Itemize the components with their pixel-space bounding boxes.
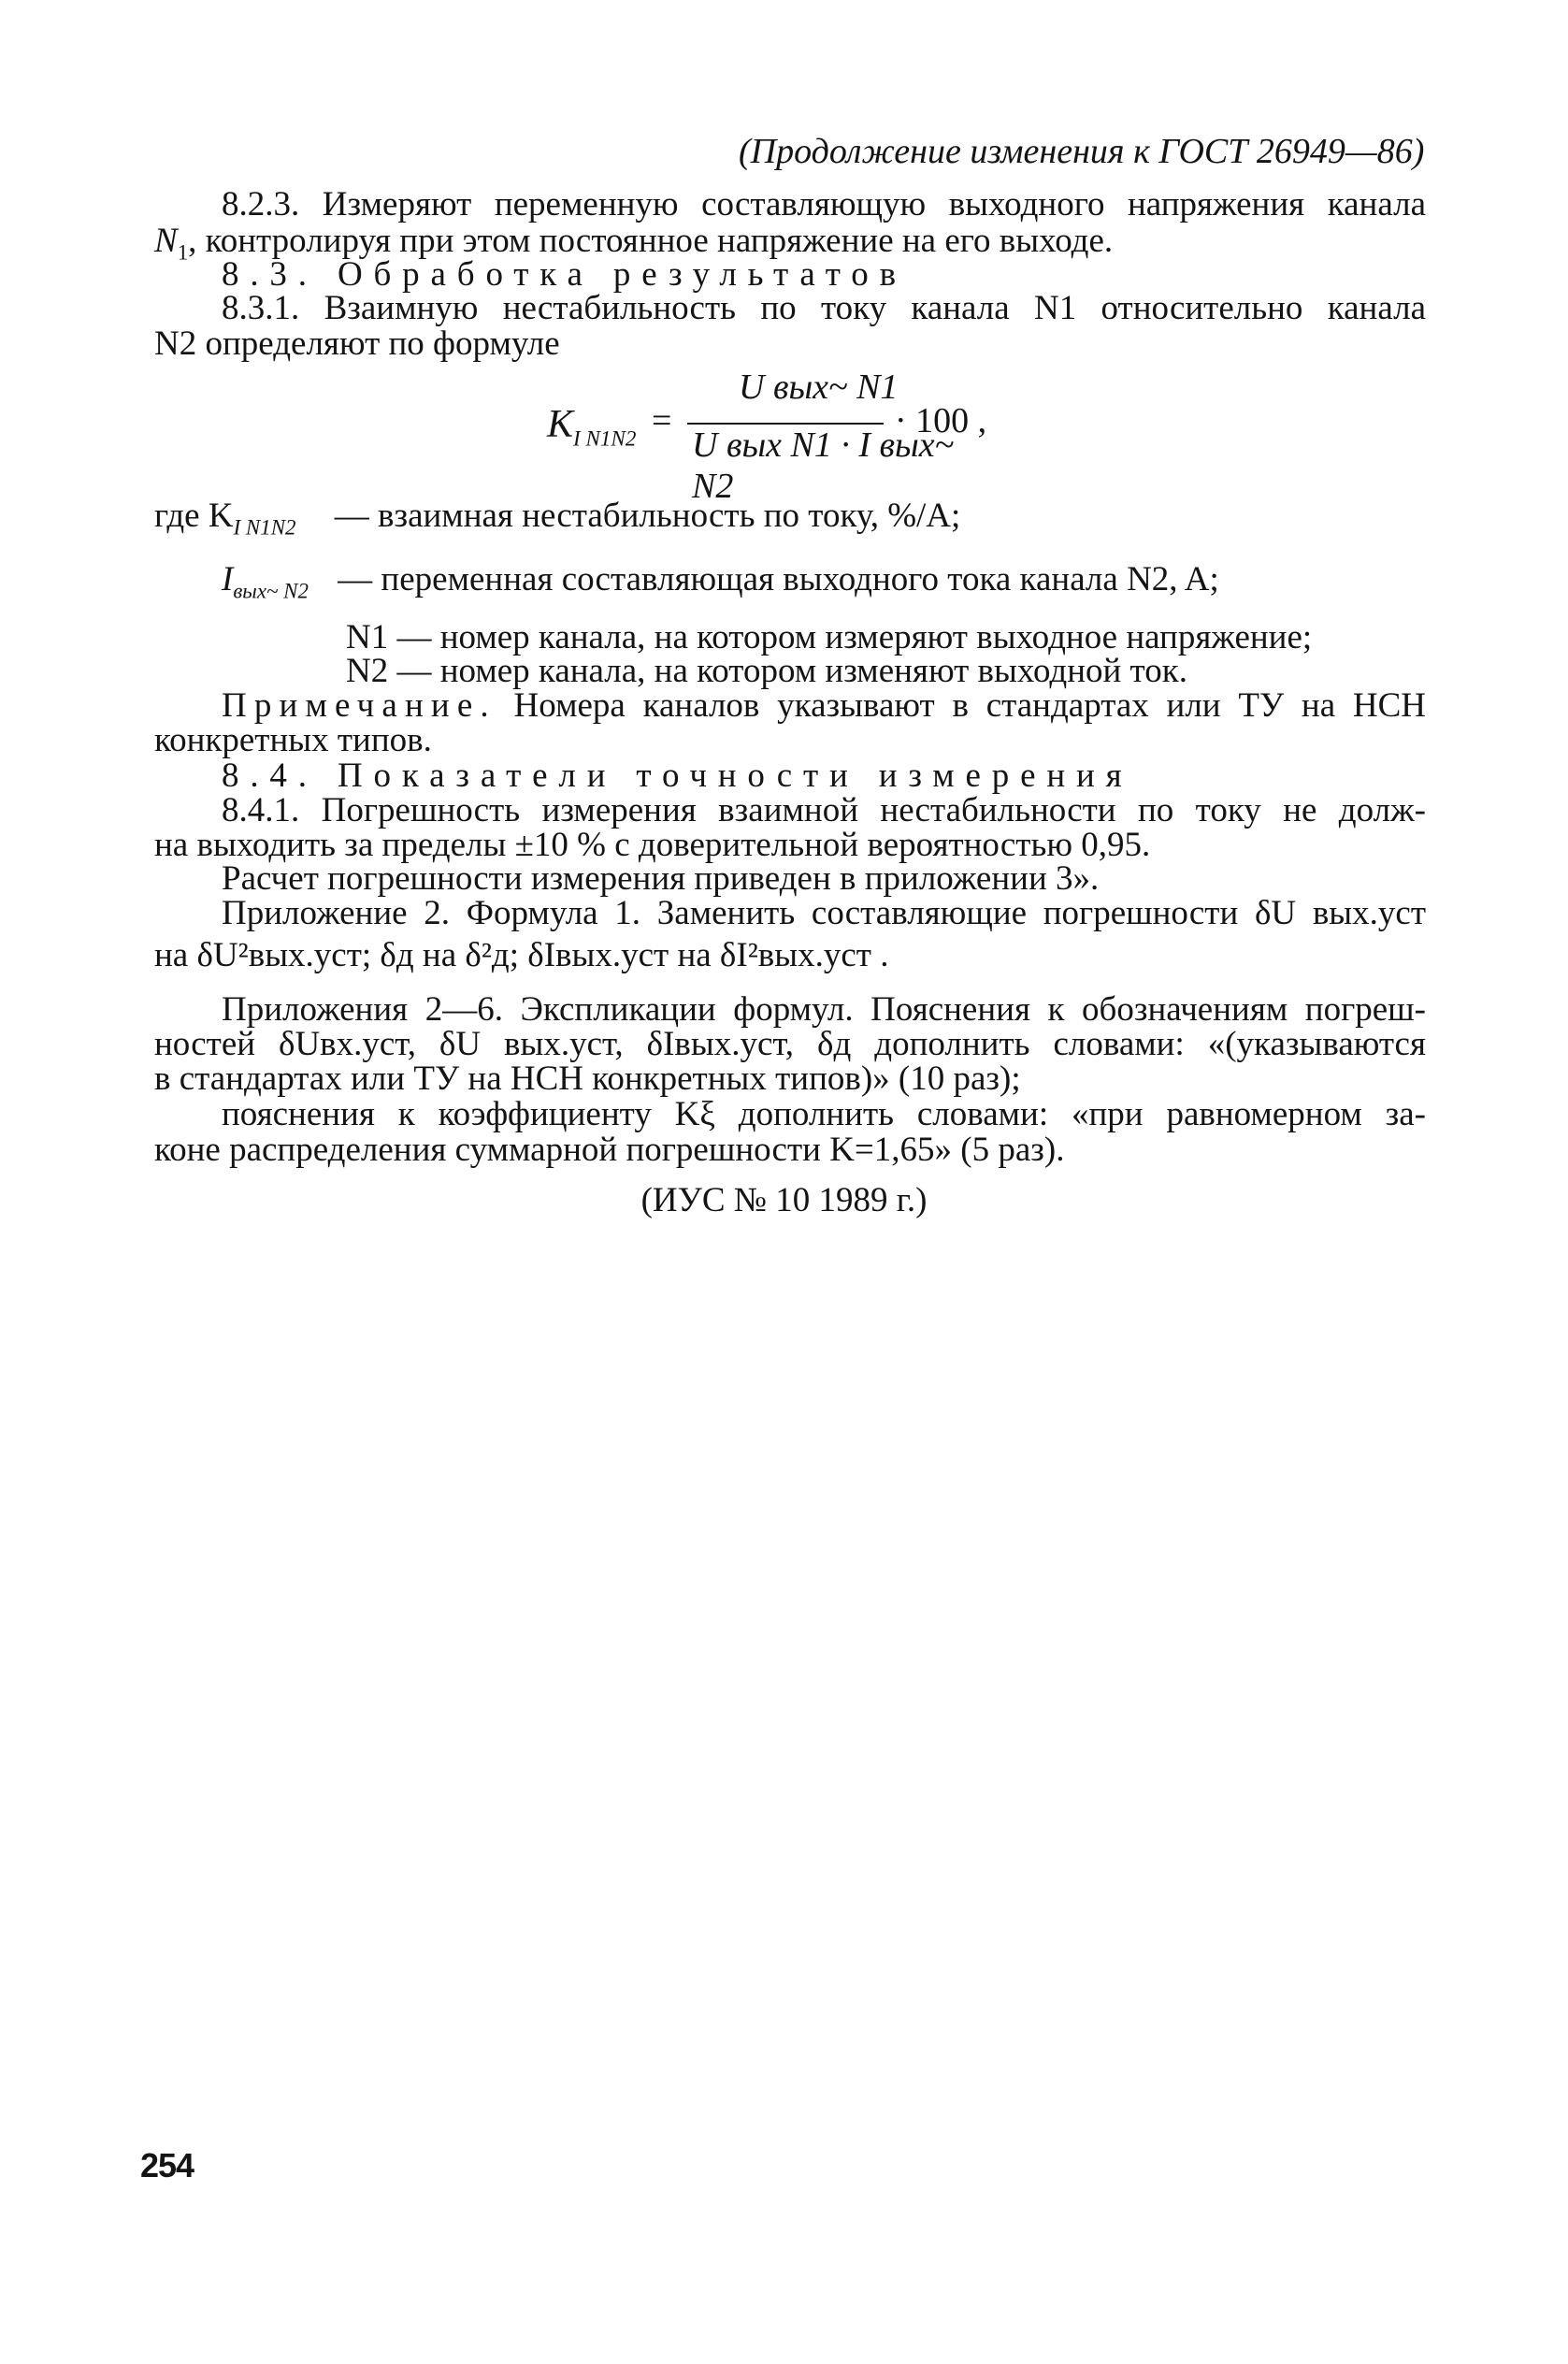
instability-formula — [547, 367, 996, 506]
channel-symbol: N — [154, 222, 178, 260]
clause-8-3-1-line-1: 8.3.1. Взаимную нестабильность по току канала N1 относительно канала — [222, 289, 1426, 327]
formula-numerator: U вых~ N1 — [739, 368, 899, 407]
channel-index: 1 — [177, 240, 189, 265]
section-8-4-heading: 8.4. Показатели точности измерения — [222, 757, 1133, 795]
where-n1-line: N1 — номер канала, на котором измеряют выходное напряжение; — [346, 618, 1313, 656]
appendices-line-5: коне распределения суммарной погрешности K=1,65» (5 раз). — [154, 1131, 1065, 1169]
appendices-line-3: в стандартах или ТУ на НСН конкретных типов)» (10 раз); — [154, 1059, 1021, 1098]
where-k-line — [154, 496, 961, 540]
appendix-2-line-1: Приложение 2. Формула 1. Заменить составляющие погрешности δU вых.уст — [222, 894, 1426, 932]
formula-denominator: U вых N1 · I вых~ N2 — [692, 425, 955, 506]
source-reference: (ИУС № 10 1989 г.) — [640, 1181, 928, 1219]
clause-8-4-1-line-2: на выходить за пределы ±10 % с доверительной вероятностью 0,95. — [154, 826, 1151, 864]
formula-equals: = — [652, 401, 672, 440]
section-8-3-heading: 8.3. Обработка результатов — [222, 255, 907, 294]
appendices-line-4: пояснения к коэффициенту Kξ дополнить словами: «при равномерном за- — [222, 1095, 1426, 1133]
where-k-text: — взаимная нестабильность по току, %/A; — [334, 497, 961, 535]
clause-8-2-3-line-1: 8.2.3. Измеряют переменную составляющую выходного напряжения канала — [222, 185, 1426, 223]
where-i-line — [222, 559, 1219, 603]
appendix-2-line-2: на δU²вых.уст; δд на δ²д; δIвых.уст на δI²вых.уст . — [154, 936, 889, 974]
note-line-2: конкретных типов. — [154, 721, 432, 759]
clause-8-2-3-line-2-text: , контролируя при этом постоянное напряжение на его выходе. — [188, 222, 1114, 260]
where-n2-line: N2 — номер канала, на котором изменяют выходной ток. — [346, 652, 1187, 690]
appendices-line-2: ностей δUвх.уст, δU вых.уст, δIвых.уст, δд дополнить словами: «(указываются — [154, 1025, 1426, 1063]
appendices-line-1: Приложения 2—6. Экспликации формул. Пояснения к обозначениям погреш- — [222, 990, 1426, 1029]
clause-8-3-1-line-2: N2 определяют по формуле — [154, 324, 560, 363]
where-i-text: — переменная составляющая выходного тока канала N2, A; — [338, 560, 1219, 598]
page-number: 254 — [140, 2146, 194, 2184]
document-header: (Продолжение изменения к ГОСТ 26949—86) — [739, 132, 1425, 171]
formula-lhs: $K_{I N1N2}$ — [547, 403, 637, 451]
clause-8-4-1-line-1: 8.4.1. Погрешность измерения взаимной нестабильности по току не долж- — [222, 791, 1426, 829]
note-text: Номера каналов указывают в стандартах или ТУ на НСН — [513, 686, 1426, 725]
note-label: Примечание. — [222, 686, 496, 725]
formula-factor: · 100 , — [895, 401, 987, 440]
where-i-symbol: $I_{вых\sim N2}$ — [222, 560, 309, 603]
appendix-3-reference: Расчет погрешности измерения приведен в приложении 3». — [222, 859, 1100, 898]
where-k-symbol: где $K_{I N1N2}$ — [154, 497, 296, 540]
